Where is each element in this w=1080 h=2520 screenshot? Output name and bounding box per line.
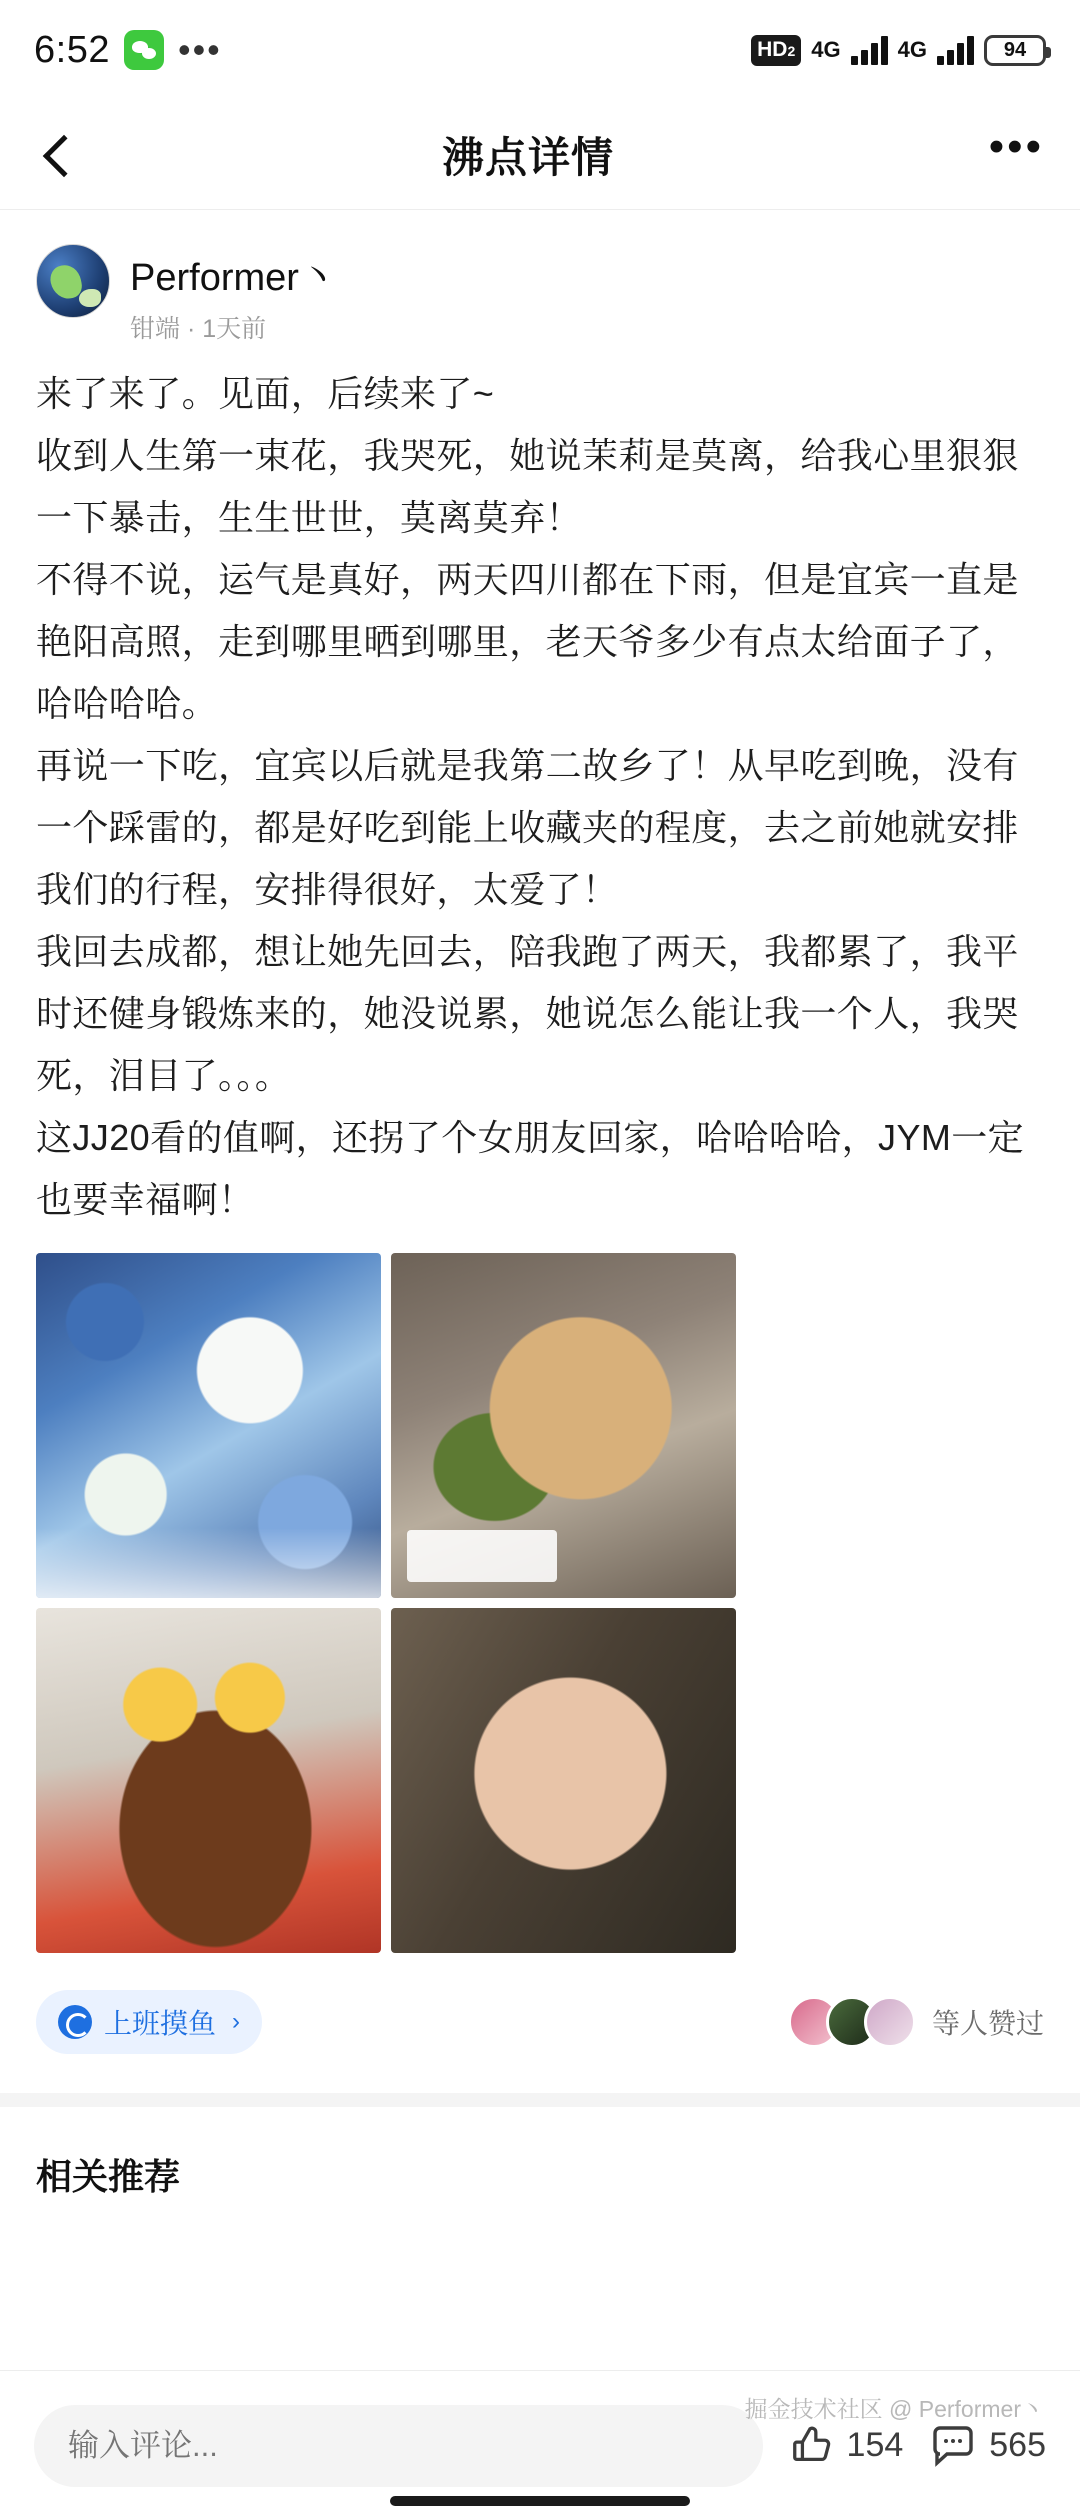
network-label-1: 4G <box>811 37 841 62</box>
comment-bubble-icon <box>929 2424 977 2468</box>
post-detail <box>0 210 1080 2057</box>
section-divider <box>0 2093 1080 2107</box>
likers-text: 等人赞过 <box>931 2008 1044 2039</box>
post-paragraph: 来了来了。见面，后续来了~ <box>36 373 495 414</box>
status-more-dots-icon: ••• <box>177 29 222 71</box>
post-image-grid <box>36 1253 736 1953</box>
like-button[interactable] <box>789 2423 904 2469</box>
nav-bar <box>0 100 1080 210</box>
status-bar-right <box>751 35 1046 66</box>
battery-level: 94 <box>1003 38 1027 61</box>
home-indicator[interactable] <box>390 2496 690 2506</box>
battery-icon <box>984 35 1046 66</box>
topic-tag-chip[interactable] <box>36 1990 262 2054</box>
topic-tag-label: 上班摸鱼 <box>104 2008 217 2039</box>
signal-bars-icon-2 <box>937 35 974 65</box>
like-count: 154 <box>846 2426 904 2464</box>
author-name[interactable]: Performer丶 <box>130 257 337 299</box>
more-dots-icon[interactable]: ••• <box>988 121 1044 171</box>
post-paragraph: 再说一下吃，宜宾以后就是我第二故乡了！从早吃到晚，没有一个踩雷的，都是好吃到能上收藏夹的程度，去之前她就安排我们的行程，安排得很好，太爱了！ <box>36 745 1019 910</box>
comment-input[interactable] <box>34 2405 763 2487</box>
post-paragraph: 我回去成都，想让她先回去，陪我跑了两天，我都累了，我平时还健身锻炼来的，她没说累，她说怎么能让我一个人，我哭死，泪目了。。。 <box>36 931 1019 1096</box>
thumbs-up-icon <box>789 2423 835 2469</box>
chevron-right-icon: › <box>232 2008 241 2035</box>
author-meta <box>130 244 337 345</box>
status-bar <box>0 0 1080 100</box>
recommend-title: 相关推荐 <box>36 2156 181 2197</box>
status-bar-left <box>34 29 222 72</box>
likers-group[interactable] <box>788 1996 1044 2048</box>
photo-flowers[interactable] <box>36 1253 381 1598</box>
hd-voice-icon: HD 2 <box>751 35 801 66</box>
wechat-icon <box>124 30 164 70</box>
post-paragraph: 这JJ20看的值啊，还拐了个女朋友回家，哈哈哈哈，JYM一定也要幸福啊！ <box>36 1117 1025 1220</box>
author-meta-text: 钳端 · 1天前 <box>130 315 267 343</box>
refresh-circle-icon <box>58 2005 92 2039</box>
photo-salad[interactable] <box>391 1253 736 1598</box>
status-time: 6:52 <box>34 28 110 71</box>
avatar[interactable] <box>36 244 110 318</box>
back-chevron-icon[interactable] <box>36 132 82 178</box>
page-title: 沸点详情 <box>441 133 614 181</box>
signal-bars-icon-1 <box>851 35 888 65</box>
photo-rice[interactable] <box>36 1608 381 1953</box>
post-paragraph: 收到人生第一束花，我哭死，她说茉莉是莫离，给我心里狠狠一下暴击，生生世世，莫离莫弃！ <box>36 435 1019 538</box>
post-paragraph: 不得不说，运气是真好，两天四川都在下雨，但是宜宾一直是艳阳高照，走到哪里晒到哪里，老天爷多少有点太给面子了，哈哈哈哈。 <box>36 559 1019 724</box>
comment-button[interactable] <box>929 2424 1046 2468</box>
post-body <box>36 363 1044 1231</box>
author-row[interactable] <box>36 210 1044 345</box>
liker-avatar-stack <box>788 1996 916 2048</box>
liker-avatar <box>864 1996 916 2048</box>
comment-count: 565 <box>989 2426 1046 2464</box>
photo-hands[interactable] <box>391 1608 736 1953</box>
watermark: 掘金技术社区 @ Performer丶 <box>744 2396 1044 2422</box>
tag-row <box>36 1987 1044 2057</box>
network-label-2: 4G <box>897 37 927 62</box>
